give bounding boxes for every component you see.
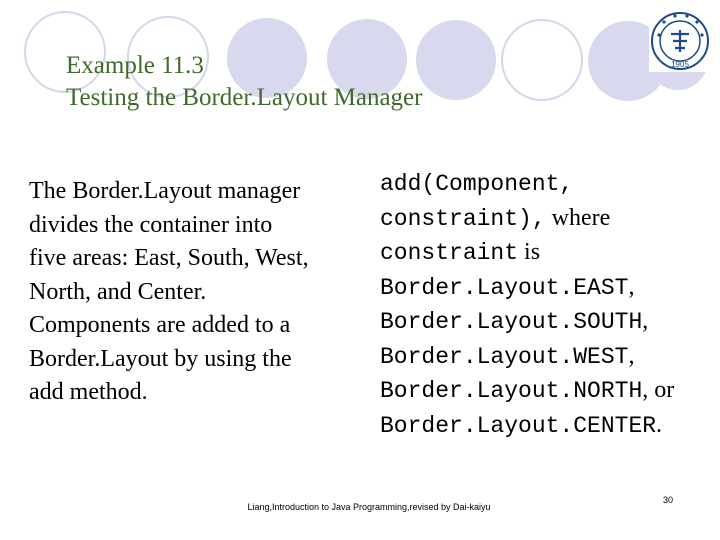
footer-credit: Liang,Introduction to Java Programming,revised by Dai-kaiyu (247, 502, 491, 512)
code-constraint-paren: constraint), (380, 205, 546, 232)
right-line-2 (380, 202, 715, 237)
code-constraint: constraint (380, 240, 519, 266)
code-west: Border.Layout.WEST (380, 343, 629, 370)
left-line-5: Components are added to a (29, 312, 291, 338)
left-line-2: divides the container into (29, 211, 273, 238)
code-south: Border.Layout.SOUTH (380, 309, 643, 335)
right-line-1 (380, 167, 715, 202)
title-line-1: Example 11.3 (66, 52, 204, 79)
university-seal-icon (649, 10, 711, 72)
left-line-7: add method. (29, 379, 148, 405)
left-description (29, 175, 369, 410)
text-period: . (656, 411, 663, 438)
text-comma-south: , (642, 308, 649, 334)
right-code-description (380, 167, 715, 443)
slide-title (66, 50, 422, 114)
code-add-component: add(Component, (380, 171, 574, 197)
right-line-3 (380, 236, 715, 271)
text-comma-east: , (628, 273, 635, 300)
left-line-4: North, and Center. (29, 278, 207, 305)
code-north: Border.Layout.NORTH (380, 378, 643, 404)
page-number: 30 (663, 495, 674, 505)
text-or: , or (642, 377, 675, 403)
right-line-8 (380, 409, 715, 444)
seal-year: 1905 (671, 60, 689, 69)
text-comma-west: , (628, 342, 635, 369)
left-line-6: Border.Layout by using the (29, 345, 292, 372)
right-line-5 (380, 305, 715, 340)
text-where: where (545, 204, 611, 231)
text-is: is (518, 239, 541, 265)
right-line-4 (380, 271, 715, 306)
right-line-6 (380, 340, 715, 375)
title-line-2: Testing the Border.Layout Manager (66, 84, 423, 111)
circle-outline-3 (502, 20, 582, 100)
left-line-1: The Border.Layout manager (29, 178, 301, 204)
right-line-7 (380, 374, 715, 409)
left-line-3: five areas: East, South, West, (29, 245, 309, 271)
code-east: Border.Layout.EAST (380, 274, 629, 301)
circle-filled-3 (416, 20, 496, 100)
code-center: Border.Layout.CENTER (380, 412, 657, 439)
